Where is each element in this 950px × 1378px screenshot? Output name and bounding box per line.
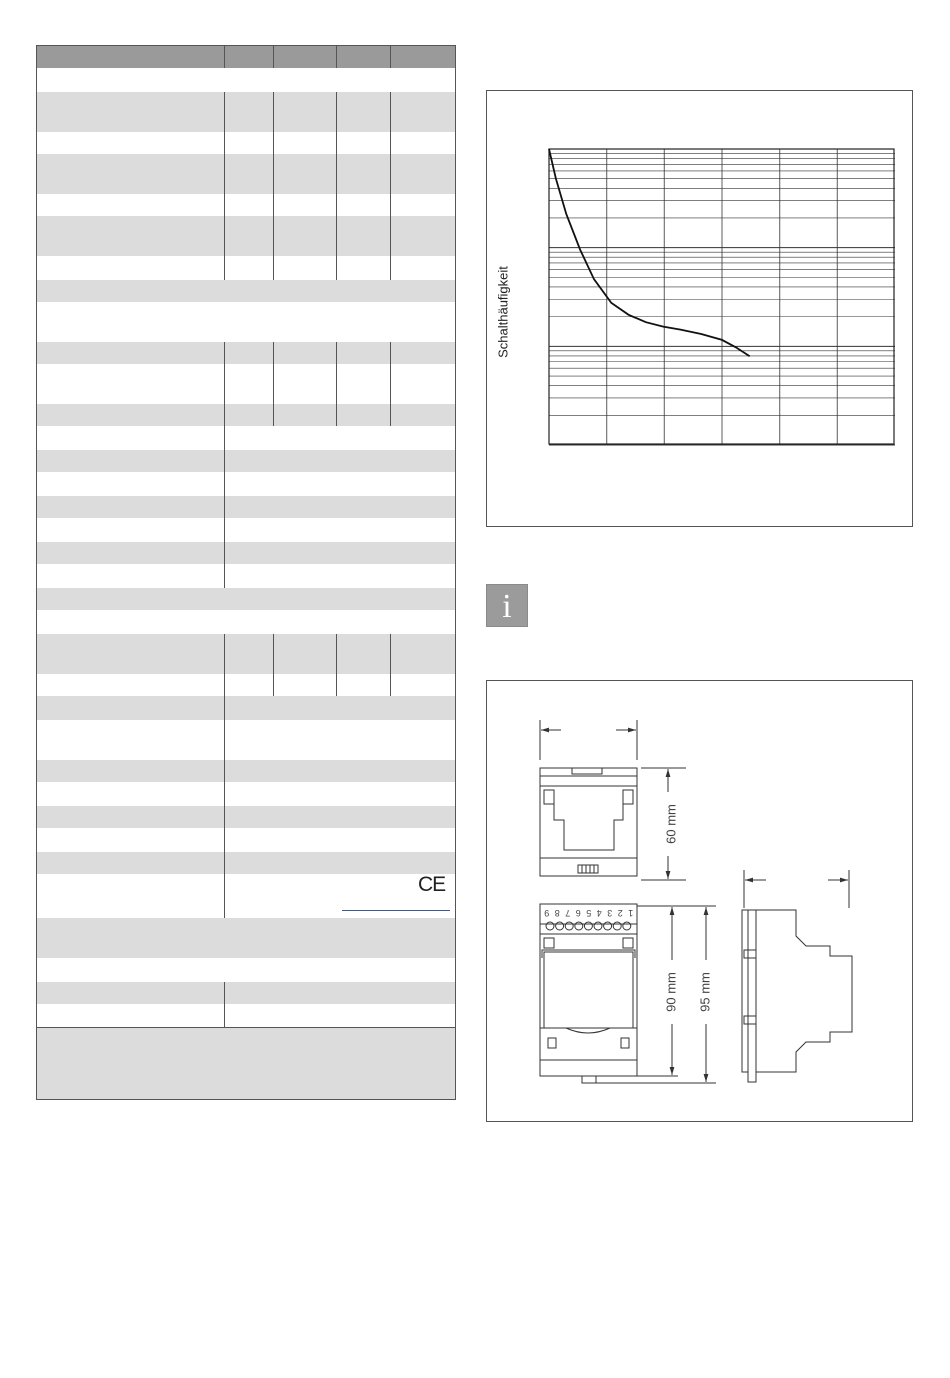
ce-link-underline <box>342 910 450 911</box>
column-divider <box>336 92 337 280</box>
device-top-view <box>540 768 637 876</box>
table-row <box>37 564 455 588</box>
column-divider <box>390 92 391 280</box>
table-row <box>37 450 455 472</box>
column-divider <box>273 92 274 280</box>
table-row <box>37 1004 455 1027</box>
dimension-label-60: 60 mm <box>663 804 679 844</box>
device-front-view <box>540 904 637 1083</box>
table-row <box>37 918 455 958</box>
device-side-view <box>742 870 852 1082</box>
table-row <box>37 958 455 982</box>
column-divider <box>390 342 391 426</box>
table-row <box>37 342 455 364</box>
table-row <box>37 132 455 154</box>
terminal-screw <box>584 922 592 930</box>
table-row <box>37 674 455 696</box>
chart-frame <box>549 149 894 444</box>
table-row <box>37 404 455 426</box>
chart-grid <box>549 149 895 445</box>
column-divider <box>336 634 337 696</box>
dimension-drawing <box>486 680 913 1122</box>
terminal-screw <box>613 922 621 930</box>
table-row <box>37 92 455 132</box>
table-row <box>37 302 455 342</box>
column-divider <box>336 342 337 426</box>
column-divider <box>390 46 391 68</box>
column-divider <box>224 874 225 918</box>
table-row <box>37 806 455 828</box>
column-divider <box>224 982 225 1027</box>
terminal-screw <box>623 922 631 930</box>
column-divider <box>336 46 337 68</box>
chart-y-axis-label-text: Schalthäufigkeit <box>495 266 511 358</box>
table-row <box>37 782 455 806</box>
table-row <box>37 760 455 782</box>
dimension-label-90: 90 mm <box>663 972 679 1012</box>
table-row <box>37 610 455 634</box>
chart-series-line <box>549 149 750 356</box>
table-row <box>37 426 455 450</box>
table-row <box>37 634 455 674</box>
column-divider <box>224 92 225 280</box>
terminal-block <box>546 922 631 930</box>
terminal-screw <box>575 922 583 930</box>
column-divider <box>273 46 274 68</box>
table-row <box>37 518 455 542</box>
chart-plot <box>548 148 896 446</box>
table-header-row <box>37 46 455 68</box>
table-row <box>37 982 455 1004</box>
table-row <box>37 194 455 216</box>
info-icon: i <box>486 584 528 627</box>
column-divider <box>273 342 274 426</box>
spec-table <box>36 45 456 1100</box>
column-divider <box>390 634 391 696</box>
column-divider <box>224 634 225 874</box>
terminal-numbers: 1 2 3 4 5 6 7 8 9 <box>542 908 634 918</box>
table-row <box>37 154 455 194</box>
table-row <box>37 828 455 852</box>
table-row <box>37 874 455 918</box>
table-row <box>37 68 455 92</box>
chart-y-axis-label <box>495 257 511 367</box>
table-row <box>37 696 455 720</box>
column-divider <box>224 342 225 588</box>
table-row <box>37 216 455 256</box>
terminal-screw <box>546 922 554 930</box>
table-row <box>37 472 455 496</box>
dimension-label-95: 95 mm <box>697 972 713 1012</box>
table-row <box>37 588 455 610</box>
terminal-screw <box>556 922 564 930</box>
table-footnote-area <box>37 1027 455 1099</box>
column-divider <box>224 46 225 68</box>
terminal-screw <box>604 922 612 930</box>
table-row <box>37 496 455 518</box>
table-row <box>37 364 455 404</box>
terminal-screw <box>594 922 602 930</box>
table-row <box>37 256 455 280</box>
ce-mark-icon: CE <box>418 873 446 896</box>
table-row <box>37 542 455 564</box>
table-row <box>37 280 455 302</box>
terminal-screw <box>565 922 573 930</box>
column-divider <box>273 634 274 696</box>
table-row <box>37 720 455 760</box>
table-row <box>37 852 455 874</box>
